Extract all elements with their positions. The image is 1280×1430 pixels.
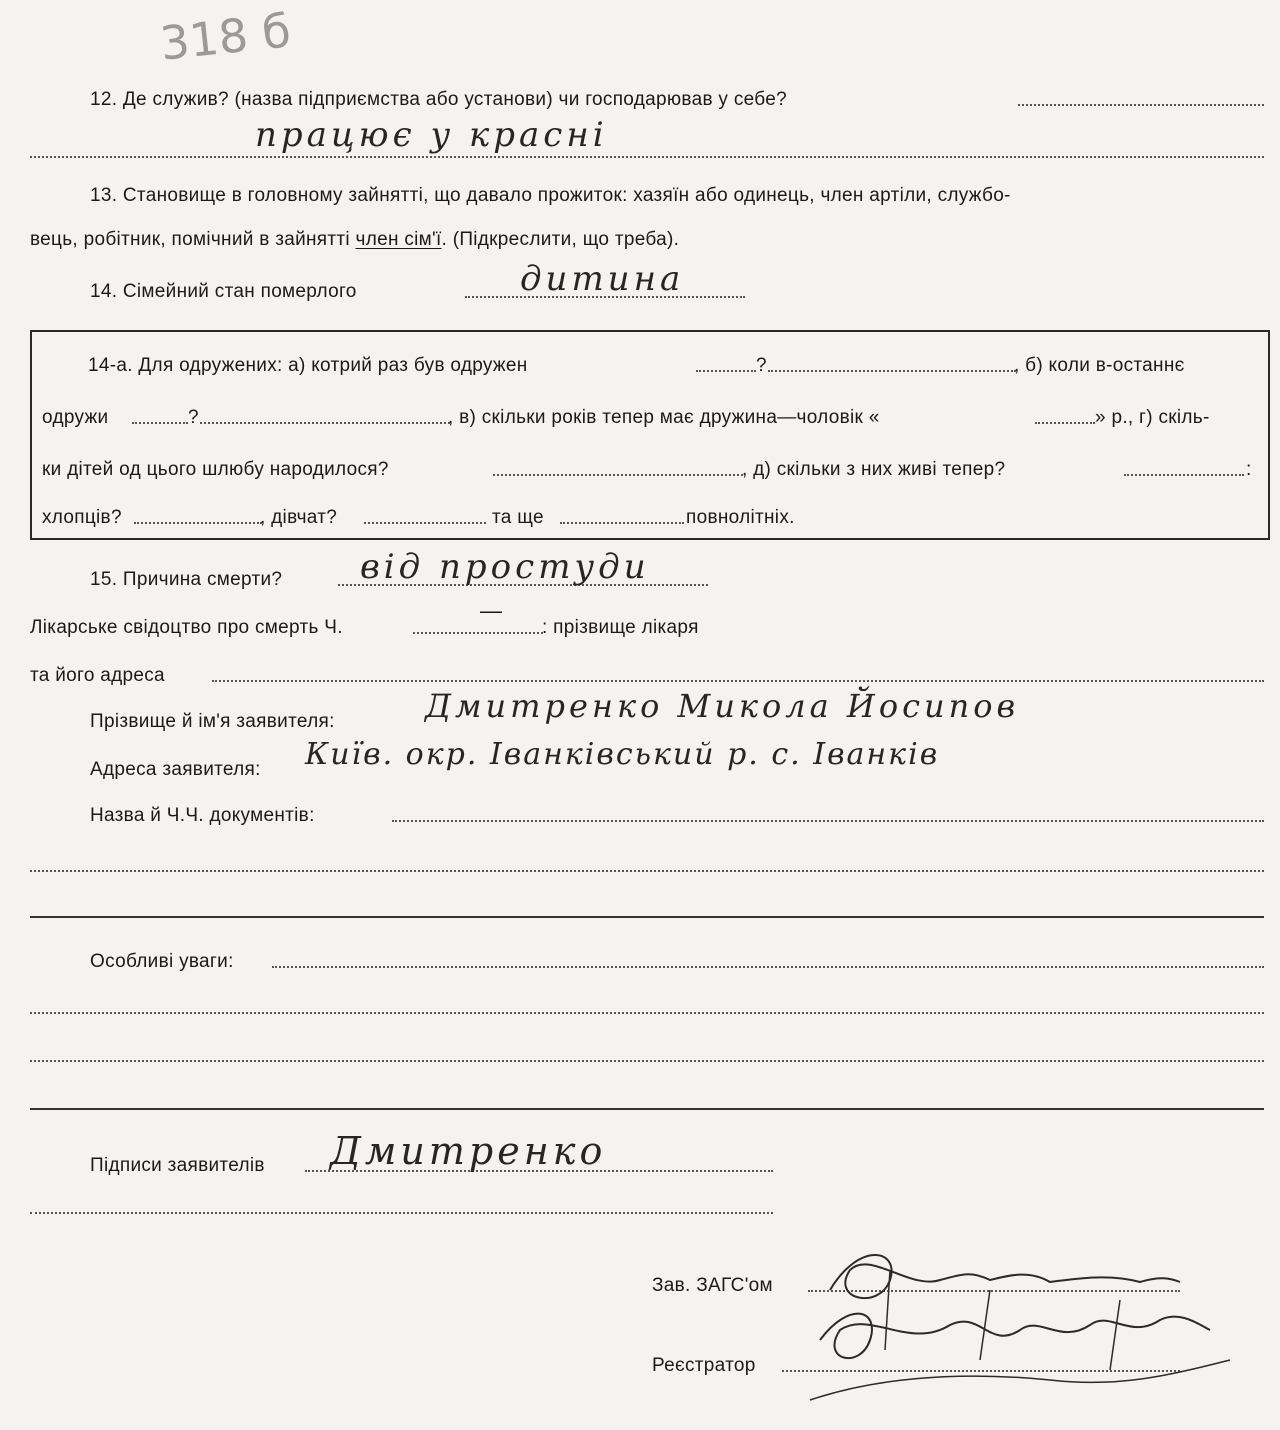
q14a-line-1 (696, 370, 756, 372)
q14a-text-2: , б) коли в-останнє (1014, 355, 1185, 376)
q14a-line-9 (364, 522, 486, 524)
registrar-signature-label: Реєстратор (652, 1355, 756, 1376)
q12-line-1 (1018, 104, 1264, 106)
remarks-label: Особливі уваги: (90, 951, 234, 972)
q15-answer: від простуди (360, 547, 650, 587)
q13-options: вець, робітник, помічний в зайнятті (30, 229, 350, 250)
documents-line-2 (30, 870, 1264, 872)
q14-label: 14. Сімейний стан померлого (90, 281, 357, 302)
q12-line-2 (30, 156, 1264, 158)
q14a-more-label: та ще (492, 507, 544, 528)
q14a-text-4: , в) скільки років тепер має дружина—чоловік « (448, 407, 880, 428)
q14a-text-6: ки дітей од цього шлюбу народилося? (42, 459, 389, 480)
medical-number: — (480, 598, 503, 623)
q14a-boys-label: хлопців? (42, 507, 122, 528)
documents-line-1 (392, 820, 1264, 822)
q14a-colon: : (1246, 459, 1252, 480)
applicants-signature-line-2 (30, 1212, 773, 1214)
doctor-address-line (212, 680, 1264, 682)
q14a-line-3 (132, 422, 188, 424)
q14a-q-2: ? (188, 407, 199, 428)
remarks-line-1 (272, 966, 1264, 968)
q13-underlined-option: член сім'ї (355, 229, 442, 250)
q12-answer: працює у красні (255, 115, 608, 155)
q14a-line-10 (560, 522, 684, 524)
q14a-text-7: , д) скільки з них живі тепер? (742, 459, 1006, 480)
medical-number-line (413, 632, 543, 634)
q14a-q-1: ? (756, 355, 767, 376)
q14a-text-5: » р., г) скіль- (1095, 407, 1210, 428)
q14a-adults-label: повнолітніх. (686, 507, 795, 528)
q12-label: 12. Де служив? (назва підприємства або установи) чи господарював у себе? (90, 89, 787, 110)
doctor-label: : прізвище лікаря (542, 617, 699, 638)
applicant-address-value: Київ. окр. Іванківський р. с. Іванків (305, 737, 940, 772)
q13-instruction: . (Підкреслити, що треба). (441, 229, 680, 250)
section-divider-1 (30, 916, 1264, 918)
applicant-name-label: Прізвище й ім'я заявителя: (90, 711, 335, 732)
q14a-girls-label: , дівчат? (260, 507, 338, 528)
section-divider-2 (30, 1108, 1264, 1110)
q14a-line-7 (1124, 474, 1244, 476)
official-signatures-scribble (790, 1230, 1250, 1420)
q14a-line-8 (134, 522, 262, 524)
q14a-line-5 (1035, 422, 1095, 424)
q13-line-1: 13. Становище в головному зайнятті, що давало прожиток: хазяїн або одинець, член артіли, службо- (90, 185, 1011, 206)
applicant-name-value: Дмитренко Микола Йосипов (425, 687, 1020, 725)
q13-line-2 (30, 230, 679, 249)
q14a-text-3: одружи (42, 407, 109, 428)
archive-mark: 318 б (157, 3, 294, 71)
q14a-line-4 (200, 422, 450, 424)
documents-label: Назва й Ч.Ч. документів: (90, 805, 315, 826)
head-signature-label: Зав. ЗАГС'ом (652, 1275, 773, 1296)
q14a-text-1: 14-а. Для одружених: а) котрий раз був одружен (88, 355, 528, 376)
q14-answer: дитина (520, 259, 685, 299)
medical-label: Лікарське свідоцтво про смерть Ч. (30, 617, 343, 638)
applicants-signature-label: Підписи заявителів (90, 1155, 265, 1176)
q14a-line-2 (768, 370, 1016, 372)
q15-label: 15. Причина смерти? (90, 569, 283, 590)
remarks-line-3 (30, 1060, 1264, 1062)
applicant-address-label: Адреса заявителя: (90, 759, 261, 780)
doctor-address-label: та його адреса (30, 665, 165, 686)
applicants-signature-value: Дмитренко (330, 1129, 607, 1173)
q14a-line-6 (493, 474, 743, 476)
remarks-line-2 (30, 1012, 1264, 1014)
